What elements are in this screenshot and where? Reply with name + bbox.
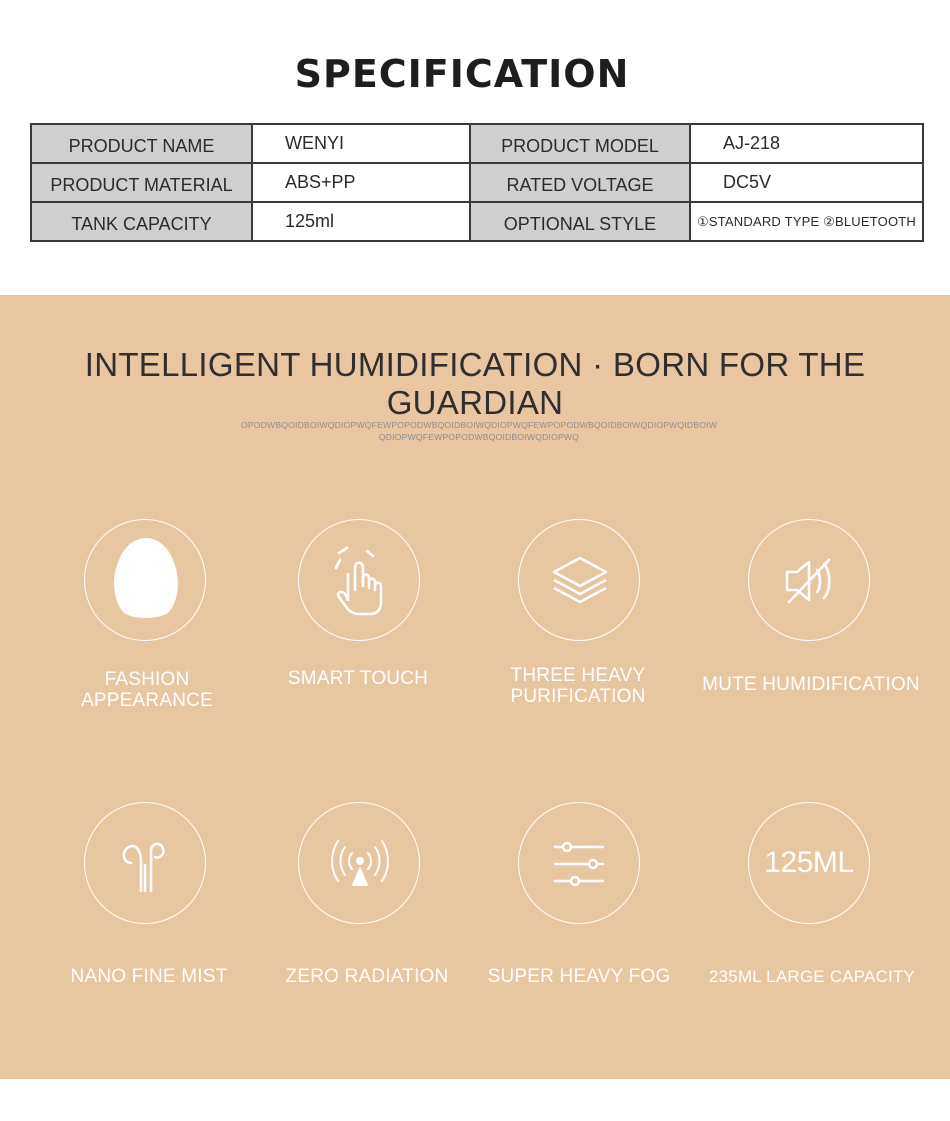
touch-hand-icon (298, 519, 420, 641)
specification-title: SPECIFICATION (294, 52, 630, 96)
table-row (31, 124, 923, 163)
feature-label: THREE HEAVY PURIFICATION (510, 665, 646, 707)
table-row (31, 202, 923, 241)
specification-table (30, 123, 924, 242)
feature-label: SUPER HEAVY FOG (487, 966, 671, 987)
feature-label: SMART TOUCH (287, 668, 429, 689)
layers-icon (518, 519, 640, 641)
spec-label: PRODUCT NAME (31, 124, 252, 163)
sliders-icon (518, 802, 640, 924)
capacity-text-icon: 125ML (748, 802, 870, 924)
spec-value: ①STANDARD TYPE ②BLUETOOTH (690, 202, 923, 241)
droplet-vase-icon (84, 519, 206, 641)
spec-value: AJ-218 (690, 124, 923, 163)
spec-label: PRODUCT MODEL (470, 124, 690, 163)
feature-label: MUTE HUMIDIFICATION (702, 674, 920, 695)
spec-label: RATED VOLTAGE (470, 163, 690, 202)
headline: INTELLIGENT HUMIDIFICATION · BORN FOR THE GUARDIAN (84, 346, 866, 421)
mute-speaker-icon (748, 519, 870, 641)
spec-value: 125ml (252, 202, 470, 241)
feature-label: NANO FINE MIST (70, 966, 228, 987)
feature-label: FASHION APPEARANCE (81, 669, 213, 711)
mist-swirl-icon (84, 802, 206, 924)
spec-value: ABS+PP (252, 163, 470, 202)
spec-value: WENYI (252, 124, 470, 163)
spec-value: DC5V (690, 163, 923, 202)
filler-text: OPODWBQOIDBOIWQDIOPWQFEWPOPODWBQOIDBOIWQDIOPWQFEWPOPODWBQOIDBOIWQDIOPWQIDBOIWQDIOPWQFEWPOPODWBQOIDBOIWQDIOPWQ (240, 420, 718, 442)
feature-label: 235ML LARGE CAPACITY (708, 967, 916, 986)
radiation-signal-icon (298, 802, 420, 924)
spec-label: PRODUCT MATERIAL (31, 163, 252, 202)
table-row (31, 163, 923, 202)
spec-label: OPTIONAL STYLE (470, 202, 690, 241)
feature-label: ZERO RADIATION (285, 966, 449, 987)
spec-label: TANK CAPACITY (31, 202, 252, 241)
